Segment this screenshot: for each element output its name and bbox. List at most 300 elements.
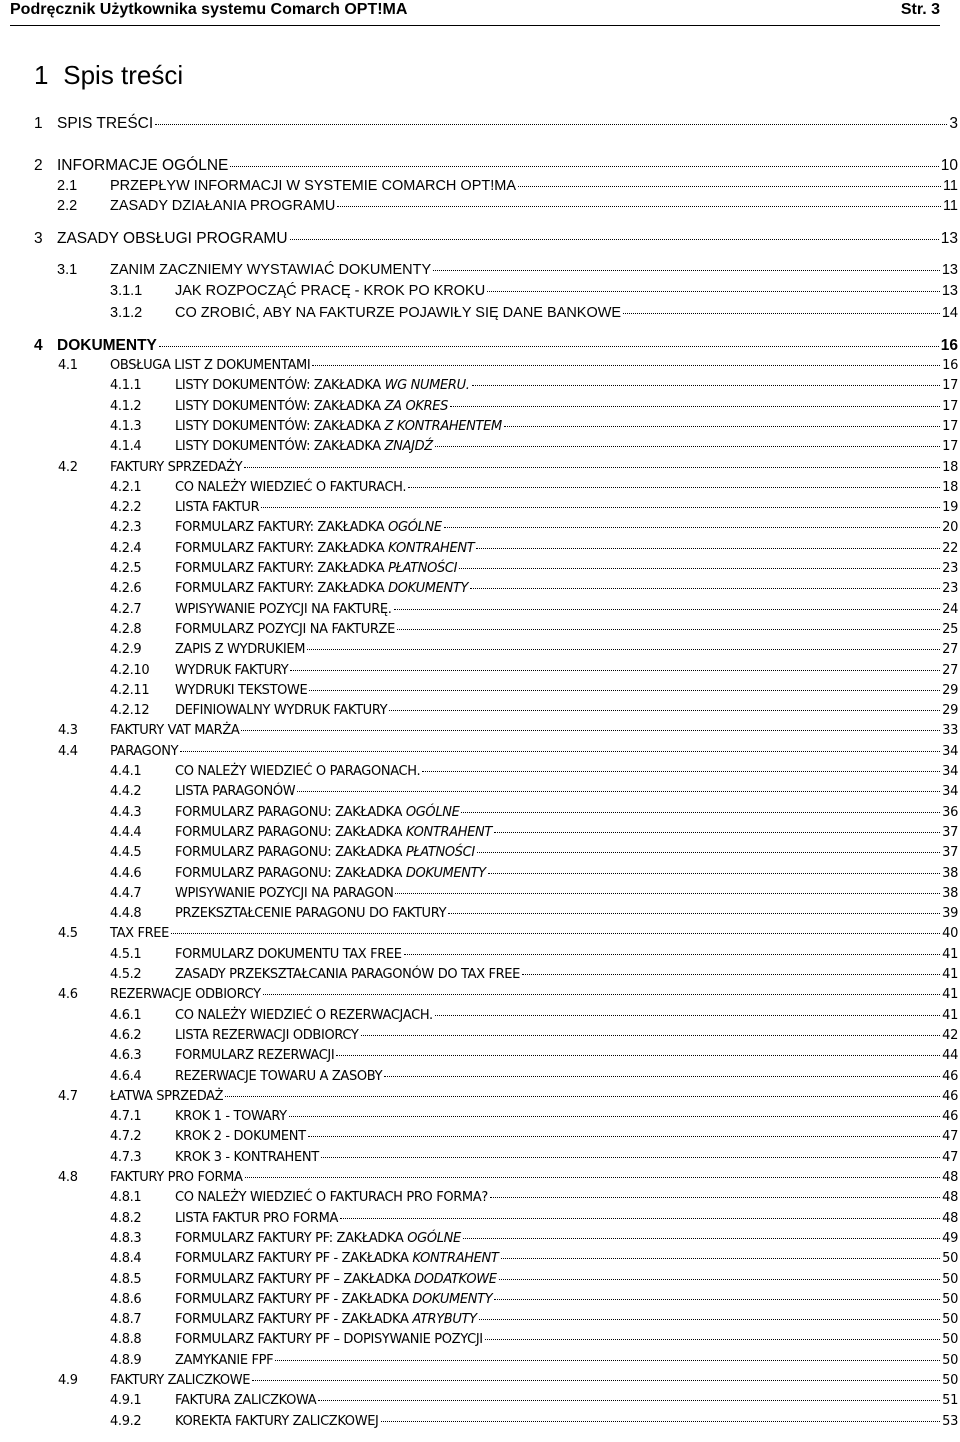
toc-entry-number: 4.8.9	[110, 1352, 142, 1368]
toc-entry-title	[175, 378, 470, 393]
toc-entry[interactable]	[110, 764, 958, 779]
toc-entry-title-text: FORMULARZ POZYCJI NA FAKTURZE	[175, 621, 395, 637]
toc-entry-title	[110, 358, 310, 373]
page-number: Str. 3	[900, 1, 940, 18]
toc-entry-page: 19	[942, 500, 958, 516]
toc-dot-leader	[472, 385, 941, 386]
toc-entry-title-text: LISTA FAKTUR PRO FORMA	[175, 1210, 338, 1226]
toc-entry[interactable]	[110, 886, 958, 901]
toc-entry-page: 14	[941, 305, 958, 321]
toc-entry[interactable]	[110, 305, 958, 321]
toc-entry-page: 34	[942, 784, 958, 800]
toc-entry-title-text: FORMULARZ DOKUMENTU TAX FREE	[175, 946, 402, 962]
toc-dot-leader	[494, 832, 940, 833]
toc-entry[interactable]	[110, 581, 958, 596]
toc-entry-page: 41	[942, 1007, 958, 1023]
toc-entry-title-text: SPIS TREŚCI	[57, 115, 154, 132]
toc-entry[interactable]	[110, 1414, 958, 1429]
toc-entry-title-text: DOKUMENTY	[57, 337, 157, 354]
toc-dot-leader	[336, 1055, 940, 1056]
toc-dot-leader	[180, 751, 940, 752]
toc-dot-leader	[499, 1279, 941, 1280]
toc-entry-number: 4.4.3	[110, 804, 142, 820]
toc-entry-tab-name: PŁATNOŚCI	[388, 561, 458, 576]
toc-dot-leader	[487, 291, 940, 292]
toc-entry-number: 4.4.1	[110, 764, 142, 779]
toc-entry-title	[175, 947, 402, 962]
toc-entry[interactable]	[110, 439, 958, 454]
toc-entry-title-text: ZASADY PRZEKSZTAŁCANIA PARAGONÓW DO TAX FREE	[175, 967, 521, 982]
toc-entry-title-text: JAK ROZPOCZĄĆ PRACĘ - KROK PO KROKU	[175, 283, 486, 299]
toc-entry-title	[175, 1251, 499, 1266]
toc-entry-number: 1	[34, 115, 43, 132]
toc-entry-number: 4.8.6	[110, 1291, 142, 1307]
toc-dot-leader	[477, 852, 940, 853]
toc-dot-leader	[245, 1177, 941, 1178]
toc-entry-number: 4.7.2	[110, 1129, 142, 1145]
toc-entry[interactable]	[110, 947, 958, 962]
toc-dot-leader	[522, 974, 940, 975]
toc-entry-number: 4.8.3	[110, 1230, 142, 1246]
toc-entry-page: 17	[942, 439, 958, 455]
toc-entry-number: 4.7.3	[110, 1149, 142, 1165]
toc-entry[interactable]	[110, 642, 958, 657]
toc-entry-page: 40	[942, 926, 958, 942]
toc-entry-number: 4.4.4	[110, 824, 142, 840]
toc-entry-title-text: FORMULARZ PARAGONU: ZAKŁADKA	[175, 845, 406, 861]
toc-entry[interactable]	[110, 1393, 958, 1408]
toc-dot-leader	[444, 527, 940, 528]
toc-dot-leader	[435, 1015, 940, 1016]
toc-entry[interactable]	[110, 419, 958, 434]
toc-entry-title	[110, 987, 261, 1002]
toc-dot-leader	[485, 1339, 940, 1340]
toc-entry-tab-name: ZNAJDŹ	[384, 439, 433, 455]
toc-entry-title-text: LISTA FAKTUR	[175, 500, 260, 516]
toc-entry-title-text: FAKTURY ZALICZKOWE	[110, 1373, 251, 1388]
toc-dot-leader	[395, 893, 940, 894]
toc-entry-number: 4.1.4	[110, 439, 142, 455]
toc-entry-number: 4.2.5	[110, 561, 142, 576]
toc-entry-page: 50	[942, 1352, 958, 1368]
toc-entry-page: 23	[942, 561, 958, 576]
document-title: Podręcznik Użytkownika systemu Comarch OPT!MA	[10, 1, 408, 18]
toc-entry-page: 41	[942, 946, 958, 962]
toc-entry-title-text: INFORMACJE OGÓLNE	[57, 157, 229, 174]
toc-entry-page: 34	[942, 764, 958, 779]
toc-entry[interactable]	[110, 1332, 958, 1347]
toc-entry[interactable]	[110, 541, 958, 556]
toc-dot-leader	[435, 446, 940, 447]
toc-entry-tab-name: DOKUMENTY	[412, 1291, 493, 1307]
toc-entry-tab-name: WG NUMERU.	[384, 378, 470, 394]
toc-dot-leader	[155, 124, 947, 125]
toc-entry-page: 36	[942, 804, 958, 820]
toc-entry-title-text: WYDRUKI TEKSTOWE	[175, 682, 308, 698]
toc-dot-leader	[159, 346, 939, 347]
toc-entry-number: 4.2.1	[110, 479, 142, 495]
toc-entry[interactable]	[34, 157, 958, 175]
toc-entry[interactable]	[110, 1129, 958, 1144]
toc-entry-title-text: DEFINIOWALNY WYDRUK FAKTURY	[175, 703, 388, 719]
toc-entry-title-text: LISTY DOKUMENTÓW: ZAKŁADKA	[175, 378, 385, 394]
toc-entry-title	[175, 764, 420, 779]
toc-entry-page: 37	[942, 845, 958, 861]
toc-entry-title	[110, 198, 335, 214]
toc-entry[interactable]	[58, 358, 958, 373]
toc-entry-title	[175, 703, 387, 718]
toc-entry-title-text: PARAGONY	[110, 743, 179, 759]
toc-entry-page: 50	[942, 1271, 958, 1287]
toc-dot-leader	[171, 933, 940, 934]
toc-dot-leader	[433, 270, 940, 271]
toc-entry-number: 4.3	[58, 723, 78, 739]
toc-entry-title	[175, 622, 395, 637]
toc-entry-title-text: FORMULARZ FAKTURY PF: ZAKŁADKA	[175, 1230, 408, 1246]
toc-entry-title	[175, 1048, 334, 1063]
toc-entry[interactable]	[110, 622, 958, 637]
toc-entry[interactable]	[58, 926, 958, 941]
toc-entry-page: 37	[942, 824, 958, 840]
toc-entry[interactable]	[110, 906, 958, 921]
toc-entry-title-text: FAKTURY VAT MARŻA	[110, 723, 240, 739]
toc-entry-tab-name: Z KONTRAHENTEM	[384, 418, 502, 434]
toc-entry-page: 10	[940, 157, 958, 174]
toc-entry-title	[175, 967, 520, 982]
toc-entry-title-text: FORMULARZ PARAGONU: ZAKŁADKA	[175, 824, 406, 840]
toc-entry-number: 4.8.7	[110, 1312, 142, 1328]
toc-entry-page: 46	[942, 1068, 958, 1084]
toc-entry[interactable]	[110, 378, 958, 393]
toc-entry-page: 50	[942, 1291, 958, 1307]
toc-entry[interactable]	[34, 115, 958, 133]
toc-entry-number: 4.1.1	[110, 378, 142, 394]
toc-entry-page: 41	[942, 967, 958, 982]
toc-entry-page: 34	[942, 743, 958, 759]
toc-entry[interactable]	[110, 1069, 958, 1084]
toc-entry-page: 17	[942, 398, 958, 414]
toc-entry-title	[175, 419, 502, 434]
toc-entry-number: 4.8	[58, 1170, 78, 1185]
toc-entry-title	[110, 926, 169, 941]
toc-entry-title-text: FORMULARZ FAKTURY PF - ZAKŁADKA	[175, 1251, 413, 1267]
toc-entry-page: 23	[942, 581, 958, 597]
toc-entry-title-text: FORMULARZ FAKTURY PF - ZAKŁADKA	[175, 1312, 413, 1328]
toc-entry-number: 4.2	[58, 459, 78, 475]
toc-dot-leader	[361, 1035, 941, 1036]
toc-entry[interactable]	[110, 561, 958, 576]
toc-entry-page: 46	[942, 1109, 958, 1125]
toc-entry-title-text: FAKTURA ZALICZKOWA	[175, 1393, 317, 1409]
toc-entry[interactable]	[110, 1353, 958, 1368]
toc-entry-title-text: LISTY DOKUMENTÓW: ZAKŁADKA	[175, 439, 385, 455]
toc-entry-title	[175, 663, 288, 678]
toc-entry[interactable]	[110, 663, 958, 678]
toc-entry[interactable]	[57, 178, 958, 194]
toc-dot-leader	[312, 365, 940, 366]
toc-entry-title	[57, 115, 153, 133]
toc-dot-leader	[408, 487, 940, 488]
toc-entry-number: 3.1.2	[110, 305, 143, 321]
toc-entry[interactable]	[110, 1008, 958, 1023]
toc-entry-title	[175, 1332, 483, 1347]
toc-dot-leader	[340, 1218, 940, 1219]
toc-dot-leader	[230, 166, 938, 167]
toc-entry[interactable]	[110, 500, 958, 515]
toc-entry-title	[175, 1414, 379, 1429]
toc-entry-number: 4.9	[58, 1373, 78, 1388]
toc-entry-page: 49	[942, 1230, 958, 1246]
toc-entry-page: 50	[942, 1373, 958, 1388]
toc-dot-leader	[448, 913, 940, 914]
toc-entry-title	[175, 602, 392, 617]
toc-entry-number: 4.5.1	[110, 946, 142, 962]
toc-entry-title-text: CO NALEŻY WIEDZIEĆ O FAKTURACH.	[175, 479, 407, 495]
toc-entry-title-text: FORMULARZ PARAGONU: ZAKŁADKA	[175, 804, 406, 820]
toc-entry-page: 42	[942, 1027, 958, 1043]
toc-entry-number: 4.6.2	[110, 1027, 142, 1043]
toc-entry-title	[110, 744, 178, 759]
toc-entry[interactable]	[110, 1231, 958, 1246]
toc-entry-number: 4.2.3	[110, 520, 142, 536]
toc-entry[interactable]	[110, 1028, 958, 1043]
toc-entry-title-text: LISTY DOKUMENTÓW: ZAKŁADKA	[175, 398, 385, 414]
toc-entry[interactable]	[110, 1272, 958, 1287]
toc-entry-number: 4.8.8	[110, 1332, 142, 1348]
toc-dot-leader	[337, 206, 941, 207]
toc-entry[interactable]	[58, 987, 958, 1002]
toc-entry[interactable]	[110, 1211, 958, 1226]
toc-entry-page: 48	[942, 1170, 958, 1185]
toc-dot-leader	[397, 629, 940, 630]
toc-entry[interactable]	[110, 1292, 958, 1307]
toc-entry-number: 4.8.2	[110, 1210, 142, 1226]
toc-entry-title	[175, 1393, 316, 1408]
toc-entry-page: 48	[942, 1210, 958, 1226]
toc-entry-title	[110, 460, 242, 475]
toc-entry-title	[175, 399, 448, 414]
toc-entry[interactable]	[34, 337, 958, 355]
toc-entry-title	[57, 157, 228, 175]
toc-entry-number: 4.1.3	[110, 418, 142, 434]
toc-entry-number: 4.2.2	[110, 500, 142, 516]
toc-entry-title-text: FORMULARZ FAKTURY: ZAKŁADKA	[175, 520, 389, 536]
toc-entry-page: 27	[942, 662, 958, 678]
toc-entry-title-text: FAKTURY PRO FORMA	[110, 1170, 243, 1185]
toc-entry-number: 4.2.7	[110, 601, 142, 617]
toc-entry-title	[57, 230, 288, 248]
toc-entry-tab-name: OGÓLNE	[388, 520, 442, 536]
toc-entry-title	[175, 825, 492, 840]
toc-entry-title	[175, 1272, 497, 1287]
toc-entry-page: 27	[942, 642, 958, 658]
toc-entry[interactable]	[110, 283, 958, 299]
toc-entry-title	[110, 262, 431, 278]
toc-entry-number: 2.2	[57, 198, 78, 214]
toc-entry-page: 17	[942, 378, 958, 394]
toc-entry-title	[175, 541, 474, 556]
toc-entry-title-text: ZASADY OBSŁUGI PROGRAMU	[57, 230, 288, 247]
toc-dot-leader	[241, 730, 940, 731]
toc-entry-title-text: FORMULARZ FAKTURY PF – DOPISYWANIE POZYCJI	[175, 1332, 483, 1348]
toc-entry-title	[110, 723, 239, 738]
toc-entry-title-text: LISTY DOKUMENTÓW: ZAKŁADKA	[175, 418, 385, 434]
toc-entry[interactable]	[58, 1170, 958, 1185]
toc-dot-leader	[422, 771, 940, 772]
toc-entry-number: 4.9.1	[110, 1393, 142, 1409]
toc-entry-title-text: WPISYWANIE POZYCJI NA FAKTURĘ.	[175, 601, 392, 617]
toc-entry-title	[175, 1069, 382, 1084]
toc-entry-number: 3.1.1	[110, 283, 143, 299]
toc-entry-page: 38	[942, 865, 958, 881]
toc-entry-page: 16	[940, 337, 958, 354]
toc-entry-title	[175, 683, 307, 698]
toc-entry[interactable]	[110, 703, 958, 718]
toc-entry-title	[175, 1312, 477, 1327]
toc-entry[interactable]	[58, 460, 958, 475]
toc-entry[interactable]	[34, 230, 958, 248]
toc-entry[interactable]	[110, 399, 958, 414]
toc-entry-number: 4.4.2	[110, 784, 142, 800]
toc-entry[interactable]	[110, 967, 958, 982]
toc-dot-leader	[476, 548, 940, 549]
toc-entry-page: 17	[942, 418, 958, 434]
toc-dot-leader	[252, 1380, 940, 1381]
toc-entry-title-text: ZAPIS Z WYDRUKIEM	[175, 642, 306, 658]
toc-entry-page: 13	[940, 230, 958, 247]
toc-entry-title	[175, 1231, 461, 1246]
toc-entry-tab-name: ZA OKRES	[384, 398, 449, 414]
toc-entry[interactable]	[110, 480, 958, 495]
toc-entry-title	[175, 581, 468, 596]
toc-dot-leader	[290, 670, 940, 671]
toc-entry[interactable]	[110, 1312, 958, 1327]
toc-entry-title-text: OBSŁUGA LIST Z DOKUMENTAMI	[110, 358, 311, 373]
toc-dot-leader	[394, 609, 941, 610]
toc-entry-number: 4.2.12	[110, 703, 150, 719]
toc-entry-title-text: FORMULARZ FAKTURY: ZAKŁADKA	[175, 581, 389, 597]
toc-entry-title-text: PRZEPŁYW INFORMACJI W SYSTEMIE COMARCH OPT!MA	[110, 178, 517, 194]
toc-entry[interactable]	[110, 520, 958, 535]
toc-entry-page: 46	[942, 1088, 958, 1104]
toc-entry-tab-name: DOKUMENTY	[405, 865, 486, 881]
toc-dot-leader	[309, 690, 940, 691]
toc-entry-title	[110, 178, 516, 194]
toc-entry-number: 4.4.8	[110, 906, 142, 922]
toc-entry-page: 18	[942, 479, 958, 495]
toc-entry[interactable]	[110, 845, 958, 860]
toc-entry[interactable]	[110, 1109, 958, 1124]
toc-dot-leader	[290, 239, 939, 240]
toc-entry[interactable]	[110, 784, 958, 799]
toc-entry-title	[57, 337, 157, 355]
toc-entry[interactable]	[110, 1251, 958, 1266]
toc-entry-title-text: FORMULARZ FAKTURY PF – ZAKŁADKA	[175, 1271, 415, 1287]
toc-entry-number: 4	[34, 337, 43, 354]
toc-entry-title	[175, 1150, 319, 1165]
toc-entry-title-text: LISTA REZERWACJI ODBIORCY	[175, 1027, 359, 1043]
toc-entry-page: 50	[942, 1251, 958, 1267]
toc-entry-title	[175, 642, 305, 657]
toc-entry-title	[175, 561, 457, 576]
toc-entry-title-text: WYDRUK FAKTURY	[175, 662, 289, 678]
toc-entry-tab-name: DOKUMENTY	[388, 581, 469, 597]
toc-entry[interactable]	[110, 825, 958, 840]
toc-dot-leader	[490, 1197, 940, 1198]
toc-entry[interactable]	[110, 866, 958, 881]
toc-entry[interactable]	[110, 1150, 958, 1165]
toc-entry-title	[175, 1211, 338, 1226]
toc-dot-leader	[321, 1157, 940, 1158]
toc-dot-leader	[384, 1076, 940, 1077]
toc-entry-title-text: FAKTURY SPRZEDAŻY	[110, 459, 243, 475]
toc-entry[interactable]	[110, 805, 958, 820]
toc-entry-number: 4.8.4	[110, 1251, 142, 1267]
toc-dot-leader	[463, 1238, 940, 1239]
toc-dot-leader	[479, 1319, 940, 1320]
toc-entry-title	[175, 500, 259, 515]
toc-dot-leader	[623, 313, 940, 314]
toc-entry-page: 44	[942, 1048, 958, 1064]
toc-entry[interactable]	[57, 262, 958, 278]
toc-dot-leader	[494, 1299, 940, 1300]
toc-entry-title-text: WPISYWANIE POZYCJI NA PARAGON	[175, 885, 394, 901]
toc-entry-number: 4.8.1	[110, 1190, 142, 1206]
toc-entry-title-text: CO NALEŻY WIEDZIEĆ O FAKTURACH PRO FORMA?	[175, 1190, 488, 1206]
toc-entry-number: 4.1.2	[110, 398, 142, 414]
toc-dot-leader	[518, 186, 941, 187]
toc-dot-leader	[318, 1400, 940, 1401]
section-heading-text: Spis treści	[63, 60, 184, 90]
toc-entry-number: 4.6.4	[110, 1068, 142, 1084]
toc-dot-leader	[501, 1258, 941, 1259]
toc-entry[interactable]	[58, 744, 958, 759]
toc-entry-number: 3.1	[57, 262, 78, 278]
toc-entry-title	[175, 866, 486, 881]
toc-entry-page: 50	[942, 1312, 958, 1328]
header-rule	[10, 25, 940, 26]
toc-entry-title	[175, 283, 485, 299]
toc-entry-title	[175, 1129, 306, 1144]
toc-entry[interactable]	[110, 1048, 958, 1063]
toc-entry[interactable]	[110, 602, 958, 617]
toc-dot-leader	[450, 406, 940, 407]
toc-entry[interactable]	[58, 1089, 958, 1104]
toc-dot-leader	[488, 873, 940, 874]
toc-entry[interactable]	[58, 1373, 958, 1388]
toc-entry-number: 4.4.5	[110, 845, 142, 861]
toc-entry-title	[175, 886, 393, 901]
toc-entry-number: 3	[34, 230, 43, 247]
toc-entry-title-text: REZERWACJE TOWARU A ZASOBY	[175, 1068, 383, 1084]
toc-entry-title-text: KOREKTA FAKTURY ZALICZKOWEJ	[175, 1413, 379, 1429]
toc-entry-page: 18	[942, 459, 958, 475]
toc-entry-title	[175, 439, 433, 454]
toc-entry-page: 11	[942, 198, 958, 214]
toc-entry[interactable]	[110, 1190, 958, 1205]
toc-entry-page: 16	[942, 358, 958, 373]
toc-entry-tab-name: PŁATNOŚCI	[405, 845, 475, 861]
toc-entry-number: 4.2.11	[110, 682, 150, 698]
toc-entry-title	[175, 520, 442, 535]
toc-entry-page: 41	[942, 987, 958, 1003]
toc-entry-title-text: ZAMYKANIE FPF	[175, 1352, 274, 1368]
toc-entry[interactable]	[58, 723, 958, 738]
toc-entry-title-text: KROK 2 - DOKUMENT	[175, 1129, 306, 1145]
toc-entry-title	[175, 305, 621, 321]
toc-entry[interactable]	[57, 198, 958, 214]
toc-entry[interactable]	[110, 683, 958, 698]
